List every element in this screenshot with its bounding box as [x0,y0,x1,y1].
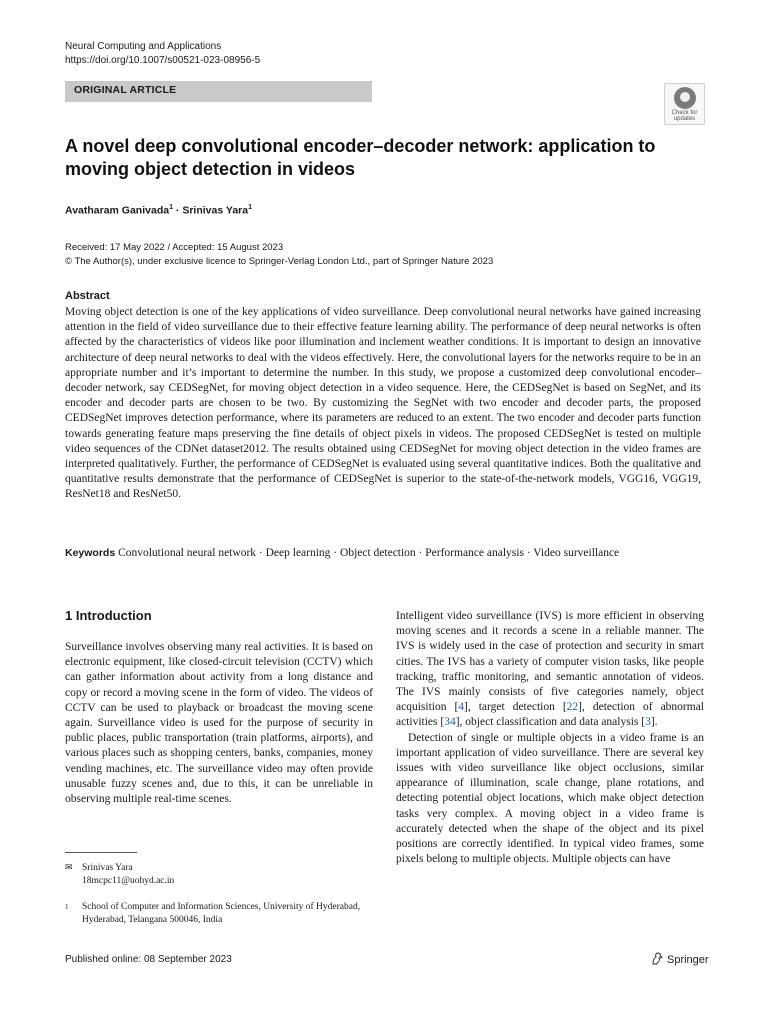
published-online: Published online: 08 September 2023 [65,954,232,965]
affiliation-mark: 1 [65,903,69,911]
citation-link[interactable]: 22 [566,701,579,714]
corresponding-name: Srinivas Yara [82,863,133,873]
paragraph-text: ], object classification and data analysis [ [455,716,646,729]
citation-link[interactable]: 3 [645,716,651,729]
envelope-icon: ✉ [65,863,73,873]
keywords-text: Convolutional neural network · Deep learning · Object detection · Performance analysis · Video surveillance [118,547,620,559]
journal-header [65,40,260,68]
check-updates-line2: updates [673,116,696,122]
affiliation-footnote [65,901,375,927]
paragraph: Detection of single or multiple objects in a video frame is an important application of video surveillance. There are several key issues with video surveillance like object occlusions, similar appearance of illumination, scale change, plane rotations, and detecting potential object locations, which make object detection tasks very complex. A moving object in a video frame is accurately detected when the shape of the object and its pixel positions are correctly identified. In typical video frames, some pixels belong to multiple objects. Multiple objects can have [396,731,704,866]
copyright-line: © The Author(s), under exclusive licence to Springer-Verlag London Ltd., part of Springer Nature 2023 [65,256,494,267]
article-title: A novel deep convolutional encoder–decoder network: application to moving object detection in videos [65,136,656,179]
doi-link[interactable]: https://doi.org/10.1007/s00521-023-08956-5 [65,55,261,66]
publisher-name: Springer [667,954,709,966]
right-column [396,609,704,867]
article-type-bar [65,81,372,102]
check-updates-line1: Check for [671,110,698,116]
received-accepted: Received: 17 May 2022 / Accepted: 15 August 2023 [65,242,284,253]
paragraph-text: ], detection of abnormal activities [ [396,701,704,729]
left-column [65,640,373,807]
publisher-logo [650,952,709,966]
citation-link[interactable]: 34 [444,716,456,729]
author-name[interactable]: Srinivas Yara [182,204,249,217]
keywords-label: Keywords [65,547,116,559]
author-affil-mark: 1 [248,204,253,211]
affiliation-text: School of Computer and Information Sciences, University of Hyderabad, Hyderabad, Telangana 500046, India [82,902,361,925]
journal-name: Neural Computing and Applications [65,41,222,52]
author-name[interactable]: Avatharam Ganivada [65,204,170,217]
keywords [65,547,619,559]
corresponding-email[interactable]: 18mcpc11@uohyd.ac.in [82,876,175,886]
abstract-body: Moving object detection is one of the key applications of video surveillance. Deep convolutional neural networks have gained increasing attention in the field of video surveillance due to their effective feature learning ability. The performance of deep neural networks is often affected by the characteristics of videos like poor illumination and inclement weather conditions. It is important to design an innovative architecture of deep neural networks to deal with the videos effectively. Here, the convolutional layers for the networks require to be in an appropriate number and it’s important to determine the number. In this study, we propose a customized deep convolutional encoder–decoder network, say CEDSegNet, for moving object detection in a video sequence. Here, the CEDSegNet is based on SegNet, and its encoder and decoder parts are chosen to be two. By customizing the SegNet with two encoder and decoder parts, the proposed CEDSegNet improves detection performance, where its parameters are reduced to an extent. The two encoder and decoder parts function towards generating feature maps preserving the fine details of object pixels in videos. The proposed CEDSegNet is tested on multiple video sequences of the CDNet dataset2012. The results obtained using CEDSegNet for moving object detection in the video frames are interpreted qualitatively. Further, the performance of CEDSegNet is evaluated using several quantitative indices. Both the qualitative and quantitative results demonstrate that the performance of CEDSegNet is superior to the state-of-the-network models, VGG16, VGG19, ResNet18 and ResNet50. [65,306,701,501]
article-type-label: ORIGINAL ARTICLE [74,84,177,96]
corresponding-author [65,862,174,888]
article-dates [65,241,493,269]
check-for-updates-badge[interactable] [664,83,705,125]
paragraph [396,609,704,731]
author-affil-mark: 1 [169,204,173,211]
footnote-divider [65,852,137,853]
paragraph-text: ]. [650,716,658,729]
paragraph-text: ], target detection [ [464,701,567,714]
springer-horse-icon [650,952,664,965]
author-list [65,204,252,217]
paragraph-text: Intelligent video surveillance (IVS) is more efficient in observing moving scenes and it records a scene in a reliable manner. The IVS is widely used in the case of protection and security in smart cities. The IVS has a variety of computer vision tasks, like people tracking, traffic monitoring, and semantic annotation of videos. The IVS mainly consists of five categories namely, object acquisition [ [396,610,704,714]
citation-link[interactable]: 4 [458,701,465,714]
abstract-heading: Abstract [65,290,110,302]
section-heading: 1 Introduction [65,608,152,623]
paragraph: Surveillance involves observing many real activities. It is based on electronic equipment, like closed-circuit television (CCTV) which can gather information about activity from a long distance and copy or record a moving scene in the form of video. The videos of CCTV can be used to playback or broadcast the moving scene again. Surveillance video is used for the purpose of security in public places, public transportation (train platforms, airports), and various places such as shopping centers, banks, companies, money vending machines, etc. The surveillance video may often provide unusable fuzzy scenes and, due to this, it can be unreliable in observing multiple real-time scenes. [65,641,373,806]
check-updates-icon [674,87,696,109]
author-separator: · [172,204,183,217]
